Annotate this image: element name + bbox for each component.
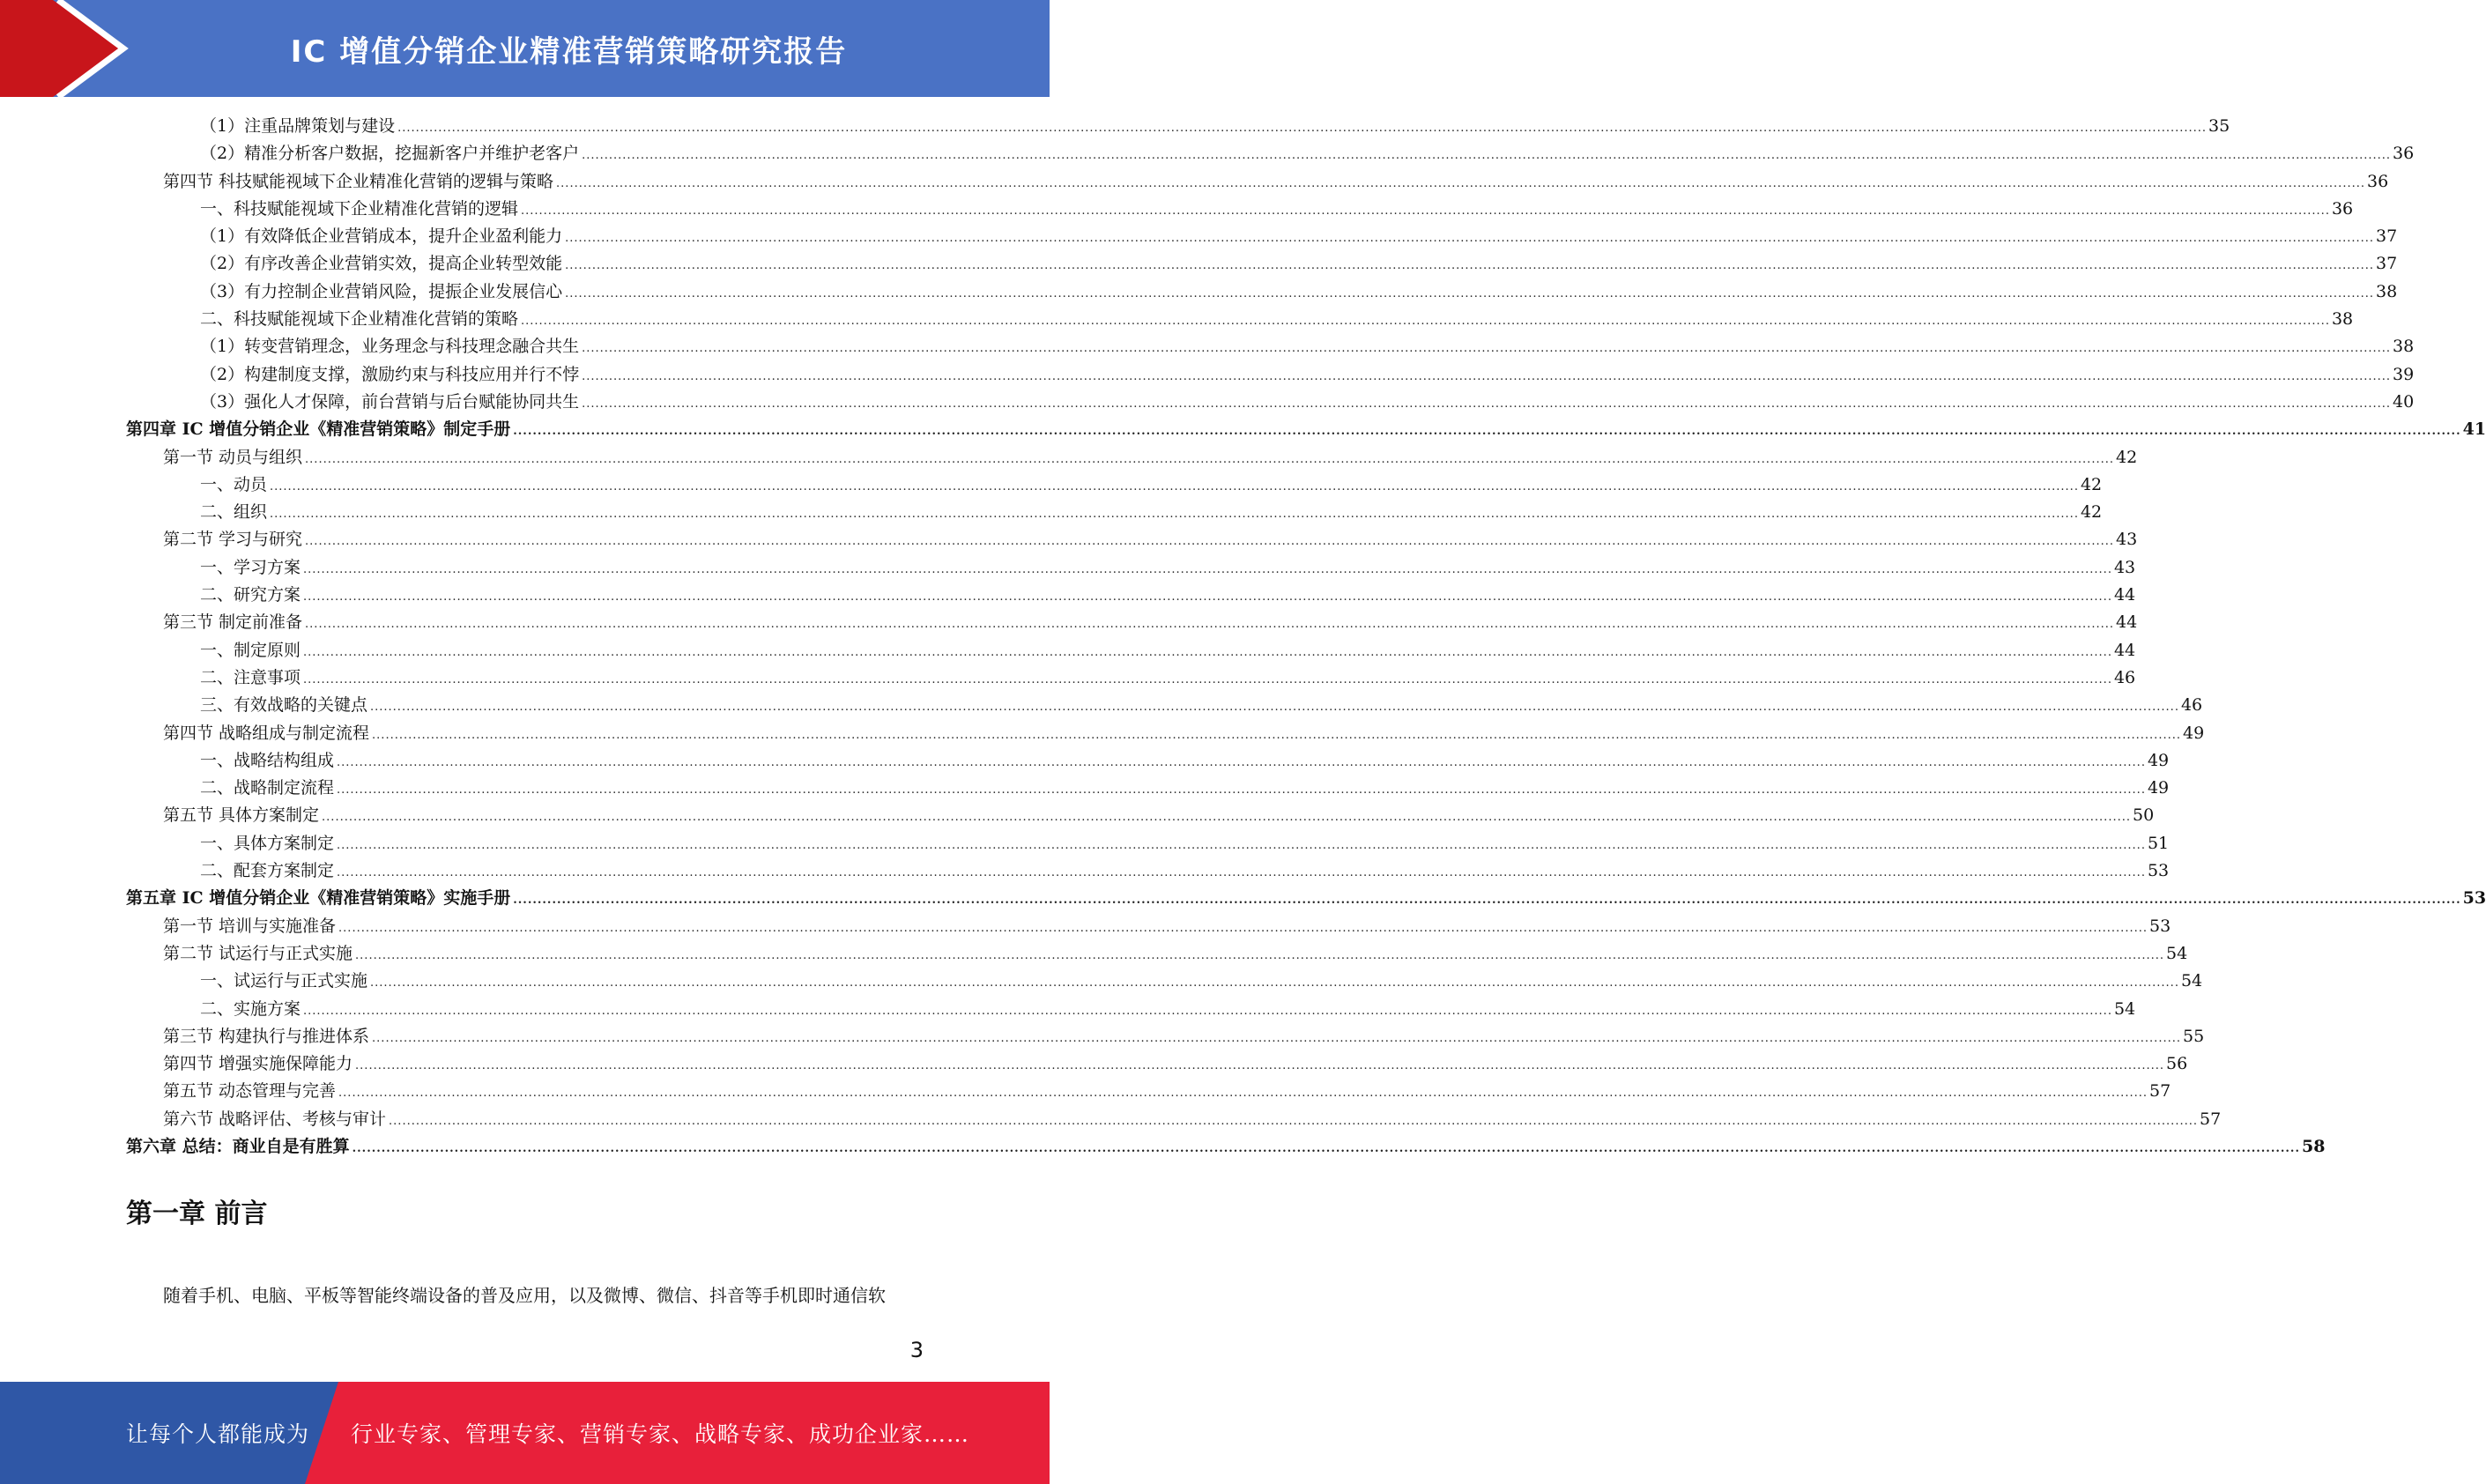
toc-entry-label: 一、制定原则 [200,640,301,660]
toc-entry[interactable] [126,637,2136,664]
toc-entry-page: 49 [2147,778,2170,798]
toc-entry[interactable] [126,996,2136,1023]
toc-entry-label: 二、组织 [200,502,268,523]
header-arrow-decoration [0,0,141,97]
toc-entry-page: 53 [2462,888,2486,909]
toc-leader-dots: ................................................................................................................................................................................................................................................................................................................................................................................................................ [370,976,2179,991]
toc-entry-label: 第五节 具体方案制定 [163,805,320,826]
toc-entry-page: 54 [2113,998,2136,1019]
toc-entry[interactable] [126,554,2136,582]
toc-leader-dots: ................................................................................................................................................................................................................................................................................................................................................................................................................ [513,894,2461,908]
toc-entry-page: 42 [2080,502,2103,523]
footer-slogan-right: 行业专家、管理专家、营销专家、战略专家、成功企业家…… [351,1421,970,1447]
toc-entry-label: 第五节 动态管理与完善 [163,1081,337,1102]
toc-entry-label: 第二节 试运行与正式实施 [163,943,353,963]
toc-leader-dots: ................................................................................................................................................................................................................................................................................................................................................................................................................ [582,369,2392,383]
toc-entry-label: 第三节 制定前准备 [163,612,303,633]
toc-leader-dots: ................................................................................................................................................................................................................................................................................................................................................................................................................ [303,590,2112,605]
toc-entry-label: 二、配套方案制定 [200,861,335,881]
toc-entry-label: 一、战略结构组成 [200,750,335,770]
toc-entry[interactable] [126,140,2415,167]
toc-leader-dots: ................................................................................................................................................................................................................................................................................................................................................................................................................ [303,562,2112,576]
toc-entry-label: 一、具体方案制定 [200,833,335,853]
toc-entry-page: 55 [2182,1026,2205,1046]
page-footer [0,1382,1050,1484]
toc-entry[interactable] [126,609,2138,636]
toc-leader-dots: ................................................................................................................................................................................................................................................................................................................................................................................................................ [521,204,2330,218]
toc-entry[interactable] [126,278,2398,306]
toc-entry[interactable] [126,940,2188,968]
toc-leader-dots: ................................................................................................................................................................................................................................................................................................................................................................................................................ [521,315,2330,329]
toc-leader-dots: ................................................................................................................................................................................................................................................................................................................................................................................................................ [270,508,2079,522]
chapter-heading: 第一章 前言 [126,1198,268,1229]
toc-entry[interactable] [126,692,2203,719]
toc-entry[interactable] [126,1133,2326,1161]
toc-entry[interactable] [126,582,2136,609]
toc-entry[interactable] [126,499,2103,526]
toc-leader-dots: ................................................................................................................................................................................................................................................................................................................................................................................................................ [322,811,2131,825]
toc-leader-dots: ................................................................................................................................................................................................................................................................................................................................................................................................................ [582,397,2392,411]
toc-entry-label: （3）强化人才保障，前台营销与后台赋能协同共生 [200,391,580,412]
toc-entry-label: 一、试运行与正式实施 [200,971,368,991]
toc-entry-page: 51 [2147,833,2170,853]
toc-entry-label: 第六章 总结：商业自是有胜算 [126,1136,350,1156]
toc-entry[interactable] [126,471,2103,499]
toc-entry[interactable] [126,747,2170,775]
toc-leader-dots: ................................................................................................................................................................................................................................................................................................................................................................................................................ [303,1004,2112,1018]
toc-entry-label: 第五章 IC 增值分销企业《精准营销策略》实施手册 [126,888,511,909]
toc-leader-dots: ................................................................................................................................................................................................................................................................................................................................................................................................................ [305,535,2114,549]
toc-entry-label: 二、战略制定流程 [200,778,335,798]
toc-entry-page: 38 [2331,309,2354,330]
toc-entry[interactable] [126,664,2136,692]
toc-entry-page: 49 [2182,723,2205,743]
toc-entry-label: （2）构建制度支撑，激励约束与科技应用并行不悖 [200,364,580,384]
toc-leader-dots: ................................................................................................................................................................................................................................................................................................................................................................................................................ [305,618,2114,632]
toc-entry[interactable] [126,802,2155,829]
toc-entry-page: 43 [2113,557,2136,577]
toc-entry-page: 46 [2113,667,2136,687]
toc-entry-page: 50 [2132,805,2155,826]
toc-leader-dots: ................................................................................................................................................................................................................................................................................................................................................................................................................ [372,728,2181,742]
toc-entry-page: 40 [2393,391,2415,412]
toc-leader-dots: ................................................................................................................................................................................................................................................................................................................................................................................................................ [270,479,2079,493]
toc-leader-dots: ................................................................................................................................................................................................................................................................................................................................................................................................................ [582,149,2392,163]
toc-leader-dots: ................................................................................................................................................................................................................................................................................................................................................................................................................ [337,783,2146,798]
toc-leader-dots: ................................................................................................................................................................................................................................................................................................................................................................................................................ [513,425,2461,439]
toc-leader-dots: ................................................................................................................................................................................................................................................................................................................................................................................................................ [352,1141,2300,1155]
toc-entry-page: 37 [2376,254,2398,274]
toc-leader-dots: ................................................................................................................................................................................................................................................................................................................................................................................................................ [389,1114,2198,1128]
toc-leader-dots: ................................................................................................................................................................................................................................................................................................................................................................................................................ [305,452,2114,466]
toc-leader-dots: ................................................................................................................................................................................................................................................................................................................................................................................................................ [565,286,2375,301]
toc-entry-label: 第一节 动员与组织 [163,447,303,467]
toc-leader-dots: ................................................................................................................................................................................................................................................................................................................................................................................................................ [303,672,2112,686]
toc-entry-label: 第三节 构建执行与推进体系 [163,1026,370,1046]
toc-leader-dots: ................................................................................................................................................................................................................................................................................................................................................................................................................ [338,1087,2148,1101]
toc-entry-label: （1）有效降低企业营销成本，提升企业盈利能力 [200,226,563,247]
toc-entry-label: 第四节 增强实施保障能力 [163,1054,353,1074]
toc-entry-page: 54 [2165,943,2188,963]
toc-entry[interactable] [126,389,2415,416]
toc-entry-page: 46 [2180,695,2203,716]
toc-leader-dots: ................................................................................................................................................................................................................................................................................................................................................................................................................ [397,122,2208,135]
toc-entry[interactable] [126,444,2138,471]
toc-entry-page: 42 [2115,447,2138,467]
toc-entry-page: 44 [2113,585,2136,605]
toc-entry[interactable] [126,885,2486,912]
toc-entry-page: 36 [2366,171,2389,191]
toc-entry[interactable] [126,306,2354,333]
toc-leader-dots: ................................................................................................................................................................................................................................................................................................................................................................................................................ [355,948,2164,962]
toc-leader-dots: ................................................................................................................................................................................................................................................................................................................................................................................................................ [303,645,2112,659]
toc-entry[interactable] [126,526,2138,553]
toc-entry-page: 58 [2301,1136,2326,1156]
toc-leader-dots: ................................................................................................................................................................................................................................................................................................................................................................................................................ [370,701,2179,715]
toc-entry[interactable] [126,196,2354,223]
toc-entry-page: 57 [2148,1081,2171,1102]
toc-entry[interactable] [126,830,2170,857]
toc-entry[interactable] [126,968,2203,995]
toc-entry-label: 二、注意事项 [200,667,301,687]
toc-entry-page: 53 [2147,861,2170,881]
toc-entry-label: 第四节 战略组成与制定流程 [163,723,370,743]
toc-entry-page: 44 [2113,640,2136,660]
toc-entry-label: （1）转变营销理念，业务理念与科技理念融合共生 [200,337,580,357]
toc-entry-label: 二、科技赋能视域下企业精准化营销的策略 [200,309,519,330]
toc-entry-page: 41 [2462,419,2486,440]
toc-leader-dots: ................................................................................................................................................................................................................................................................................................................................................................................................................ [337,838,2146,852]
toc-leader-dots: ................................................................................................................................................................................................................................................................................................................................................................................................................ [338,921,2148,935]
toc-entry[interactable] [126,113,2230,140]
toc-leader-dots: ................................................................................................................................................................................................................................................................................................................................................................................................................ [355,1059,2164,1073]
toc-entry[interactable] [126,720,2205,747]
toc-entry[interactable] [126,1023,2205,1050]
page-number: 3 [909,1338,924,1362]
toc-entry-label: 第四节 科技赋能视域下企业精准化营销的逻辑与策略 [163,171,554,191]
toc-entry-page: 49 [2147,750,2170,770]
toc-entry-page: 37 [2376,226,2398,247]
toc-entry-page: 36 [2393,144,2415,164]
toc-entry-label: 第六节 战略评估、考核与审计 [163,1109,387,1129]
toc-entry-page: 56 [2165,1054,2188,1074]
toc-leader-dots: ................................................................................................................................................................................................................................................................................................................................................................................................................ [337,755,2146,769]
toc-entry-page: 53 [2148,916,2171,936]
toc-entry-page: 35 [2208,116,2230,136]
toc-entry-page: 38 [2376,281,2398,301]
toc-entry-page: 39 [2393,364,2415,384]
toc-entry-page: 54 [2180,971,2203,991]
toc-entry-page: 36 [2331,198,2354,219]
toc-entry-label: 二、研究方案 [200,585,301,605]
toc-entry-page: 38 [2393,337,2415,357]
report-title: IC 增值分销企业精准营销策略研究报告 [290,33,848,70]
toc-entry-label: 一、科技赋能视域下企业精准化营销的逻辑 [200,198,519,219]
toc-leader-dots: ................................................................................................................................................................................................................................................................................................................................................................................................................ [556,176,2365,190]
toc-entry-label: （2）有序改善企业营销实效，提高企业转型效能 [200,254,563,274]
table-of-contents [126,113,2486,1161]
toc-entry-page: 42 [2080,474,2103,494]
toc-entry-label: 第二节 学习与研究 [163,530,303,550]
toc-entry-label: （2）精准分析客户数据，挖掘新客户并维护老客户 [200,144,580,164]
toc-entry-label: （1）注重品牌策划与建设 [200,116,396,136]
toc-entry[interactable] [126,1078,2171,1105]
toc-entry[interactable] [126,168,2389,196]
toc-entry[interactable] [126,913,2171,940]
toc-entry-page: 44 [2115,612,2138,633]
toc-entry[interactable] [126,857,2170,885]
toc-entry-label: 一、学习方案 [200,557,301,577]
toc-entry-label: 一、动员 [200,474,268,494]
toc-entry-label: 二、实施方案 [200,998,301,1019]
toc-entry-label: 三、有效战略的关键点 [200,695,368,716]
toc-entry[interactable] [126,1050,2188,1078]
toc-leader-dots: ................................................................................................................................................................................................................................................................................................................................................................................................................ [582,342,2392,356]
toc-leader-dots: ................................................................................................................................................................................................................................................................................................................................................................................................................ [337,866,2146,880]
toc-leader-dots: ................................................................................................................................................................................................................................................................................................................................................................................................................ [372,1031,2181,1045]
toc-entry[interactable] [126,361,2415,389]
toc-leader-dots: ................................................................................................................................................................................................................................................................................................................................................................................................................ [565,232,2375,246]
toc-entry[interactable] [126,1106,2222,1133]
toc-entry[interactable] [126,775,2170,802]
toc-entry[interactable] [126,333,2415,360]
toc-entry-page: 57 [2199,1109,2222,1129]
toc-entry[interactable] [126,250,2398,278]
toc-leader-dots: ................................................................................................................................................................................................................................................................................................................................................................................................................ [565,259,2375,273]
toc-entry[interactable] [126,223,2398,250]
body-paragraph: 随着手机、电脑、平板等智能终端设备的普及应用，以及微博、微信、抖音等手机即时通信软 [163,1285,886,1306]
toc-entry-label: （3）有力控制企业营销风险，提振企业发展信心 [200,281,563,301]
toc-entry-page: 43 [2115,530,2138,550]
footer-slogan-left: 让每个人都能成为 [126,1421,310,1447]
toc-entry-label: 第四章 IC 增值分销企业《精准营销策略》制定手册 [126,419,511,440]
page-header [0,0,1050,97]
toc-entry-label: 第一节 培训与实施准备 [163,916,337,936]
toc-entry[interactable] [126,416,2486,443]
